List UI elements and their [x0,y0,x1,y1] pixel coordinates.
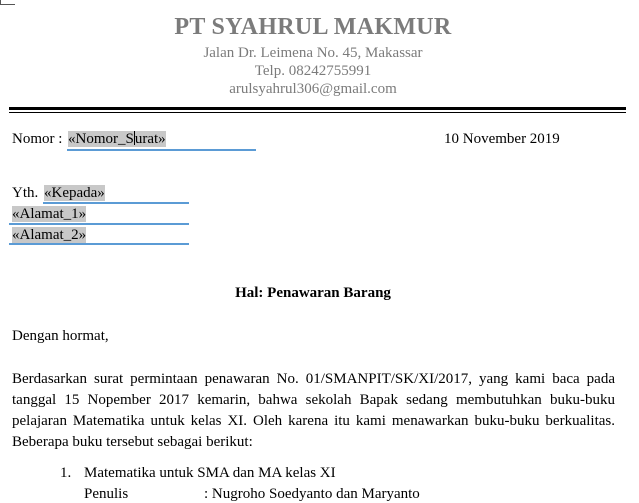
company-phone: Telp. 08242755991 [254,63,372,79]
body-paragraph: Berdasarkan surat permintaan penawaran No. 01/SMANPIT/SK/XI/2017, yang kami baca pada tanggal 15 Nopember 2017 kemarin, bahwa sekolah Bapak sedang membutuhkan buku-buku pelajaran Matematika untuk kelas XI. Oleh karena itu kami menawarkan buku-buku berkualitas. Beberapa buku tersebut sebagai berikut: [12,371,615,450]
alamat-1-underline [9,223,189,225]
nomor-field-underline [67,149,256,151]
page-corner-mark [0,0,15,5]
alamat-2-underline [9,243,189,245]
letterhead-divider-thin [9,112,626,113]
kepada-field[interactable]: «Kepada» [44,185,105,201]
list-item-number: 1. [60,465,72,481]
author-label: Penulis [84,486,129,502]
alamat-2-field[interactable]: «Alamat_2» [12,227,87,243]
salutation: Dengan hormat, [12,328,109,344]
nomor-label: Nomor : [12,131,63,147]
letterhead-divider-thick [9,107,626,110]
company-email: arulsyahrul306@gmail.com [229,81,397,97]
kepada-field-underline [43,202,189,204]
letter-subject: Hal: Penawaran Barang [235,285,391,301]
nomor-surat-field[interactable]: «Nomor_Surat» [68,131,166,147]
letter-date: 10 November 2019 [444,131,560,147]
author-value: : Nugroho Soedyanto dan Maryanto [204,486,420,502]
yth-label: Yth. [12,185,39,201]
list-item-title: Matematika untuk SMA dan MA kelas XI [84,465,336,481]
company-address: Jalan Dr. Leimena No. 45, Makassar [203,45,423,61]
alamat-1-field[interactable]: «Alamat_1» [12,206,87,222]
company-name: PT SYAHRUL MAKMUR [174,14,452,40]
